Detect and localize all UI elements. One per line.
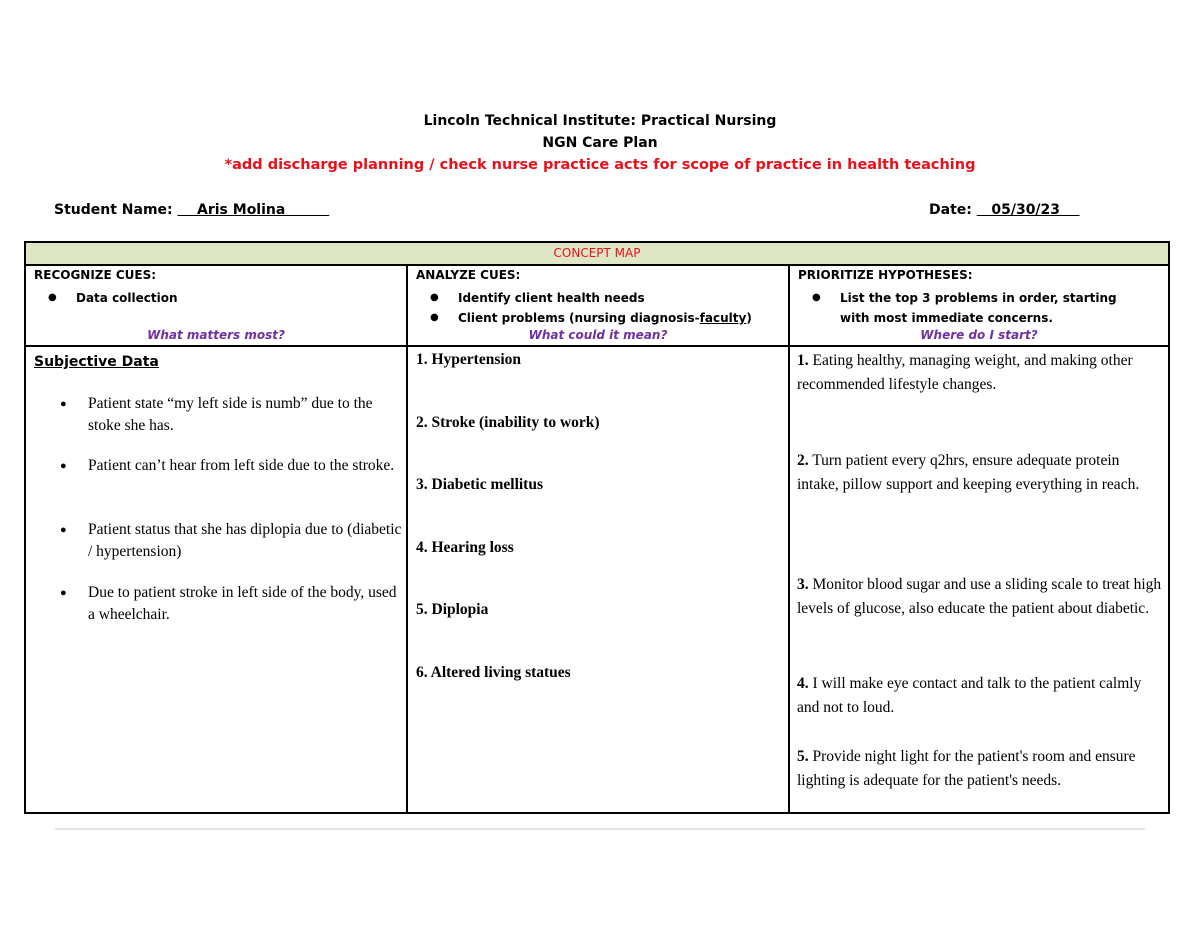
subjective-data-heading: Subjective Data	[34, 354, 159, 370]
analyze-cues-list	[416, 288, 752, 328]
analyze-cues-title: ANALYZE CUES:	[416, 268, 521, 282]
list-item: 5. Diplopia	[416, 601, 489, 618]
prioritize-hypotheses-list	[798, 288, 1138, 328]
prioritize-hypotheses-title: PRIORITIZE HYPOTHESES:	[798, 268, 973, 282]
list-item: 1. Hypertension	[416, 351, 522, 368]
list-item: ● List the top 3 problems in order, starting with most immediate concerns.	[798, 288, 1138, 328]
instruction-note: *add discharge planning / check nurse practice acts for scope of practice in health teaching	[224, 157, 976, 173]
prioritize-hypotheses-header	[790, 267, 1168, 345]
list-item: ● Due to patient stroke in left side of the body, used a wheelchair.	[88, 582, 406, 626]
list-item: 2. Turn patient every q2hrs, ensure adequate protein intake, pillow support and keeping everything in reach.	[797, 452, 1140, 493]
list-item: 5. Provide night light for the patient's room and ensure lighting is adequate for the patient's needs.	[797, 748, 1136, 789]
recognize-cues-list	[34, 288, 178, 308]
list-item: ● Patient state “my left side is numb” due to the stoke she has.	[88, 393, 406, 437]
list-item: 4. Hearing loss	[416, 539, 514, 556]
list-item: ● Patient status that she has diplopia due to (diabetic / hypertension)	[88, 519, 406, 563]
list-item: ● Client problems (nursing diagnosis-faculty)	[416, 308, 752, 328]
list-item: 1. Eating healthy, managing weight, and making other recommended lifestyle changes.	[797, 352, 1133, 393]
page-divider	[55, 828, 1145, 830]
subjective-data-cell	[26, 347, 406, 812]
concept-map-table	[24, 241, 1170, 814]
analyze-cues-question: What could it mean?	[528, 328, 668, 342]
list-item: ● Identify client health needs	[416, 288, 752, 308]
date-field	[929, 202, 1080, 218]
list-item: ● Patient can’t hear from left side due to the stroke.	[88, 455, 406, 477]
list-item: 4. I will make eye contact and talk to the patient calmly and not to loud.	[797, 675, 1142, 716]
date-value[interactable]: 05/30/23	[976, 202, 1080, 218]
list-item: 2. Stroke (inability to work)	[416, 414, 600, 431]
document-title: NGN Care Plan	[542, 135, 658, 151]
recognize-cues-header	[26, 267, 406, 345]
date-label: Date:	[929, 202, 972, 218]
student-name-value[interactable]: Aris Molina	[177, 202, 330, 218]
recognize-cues-question: What matters most?	[147, 328, 285, 342]
list-item: 3. Diabetic mellitus	[416, 476, 543, 493]
concept-map-title: CONCEPT MAP	[26, 243, 1168, 266]
list-item: ● Data collection	[34, 288, 178, 308]
list-item: 6. Altered living statues	[416, 664, 571, 681]
institute-title: Lincoln Technical Institute: Practical Nursing	[423, 113, 777, 129]
list-item: 3. Monitor blood sugar and use a sliding scale to treat high levels of glucose, also educate the patient about diabetic.	[797, 576, 1162, 617]
priorities-cell	[790, 347, 1168, 812]
student-name-label: Student Name:	[54, 202, 173, 218]
problems-cell	[408, 347, 788, 812]
student-name-field	[54, 202, 329, 218]
analyze-cues-header	[408, 267, 788, 345]
recognize-cues-title: RECOGNIZE CUES:	[34, 268, 157, 282]
prioritize-hypotheses-question: Where do I start?	[920, 328, 1038, 342]
